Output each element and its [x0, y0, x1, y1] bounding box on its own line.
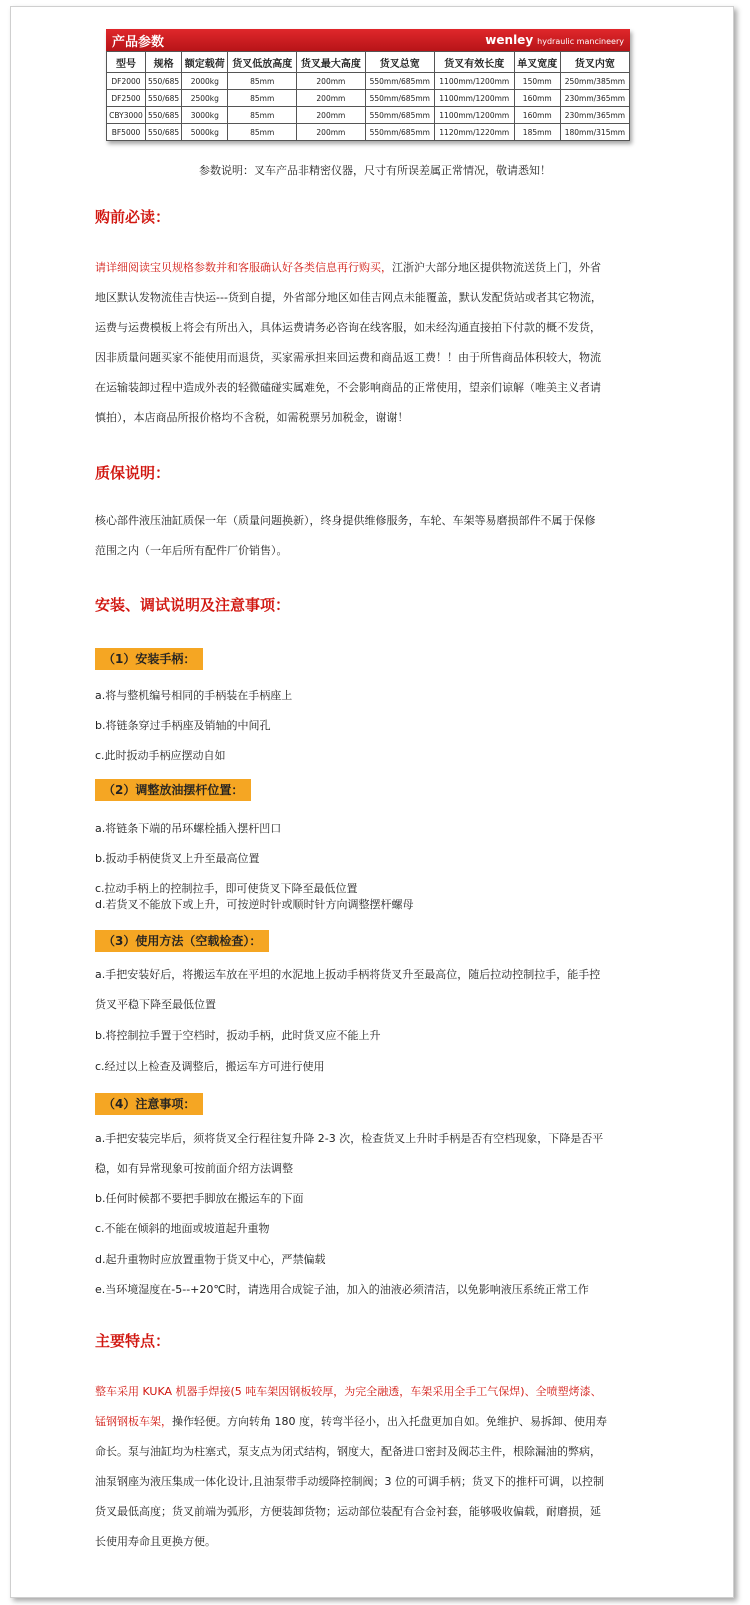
warranty-paragraph — [95, 506, 665, 566]
param-table-cell: 550/685 — [146, 73, 182, 90]
page-frame — [10, 6, 734, 1598]
step-2-label: （2）调整放油摆杆位置： — [95, 779, 251, 801]
step-2-item-d: d.若货叉不能放下或上升，可按逆时针或顺时针方向调整摆杆螺母 — [95, 898, 414, 911]
brand-logo — [485, 33, 624, 47]
param-column-header: 货叉最大高度 — [297, 52, 366, 73]
step-4-item-d: d.起升重物时应放置重物于货叉中心，严禁偏载 — [95, 1253, 326, 1266]
param-column-header: 货叉内宽 — [560, 52, 629, 73]
features-line-2-rest: 操作轻便。方向转角 180 度，转弯半径小，出入托盘更加自如。免维护、易拆卸、使用寿 — [172, 1415, 607, 1428]
param-table-cell: 85mm — [228, 107, 297, 124]
param-note: 参数说明：叉车产品非精密仪器，尺寸有所误差属正常情况，敬请悉知！ — [199, 164, 551, 177]
param-table-cell: 1100mm/1200mm — [434, 73, 514, 90]
features-line-4: 油泵钢座为液压集成一体化设计,且油泵带手动缓降控制阀；3 位的可调手柄；货叉下的推杆可调，以控制 — [95, 1475, 604, 1488]
step-1-item-b: b.将链条穿过手柄座及销轴的中间孔 — [95, 719, 271, 732]
step-2-item-b: b.扳动手柄使货叉上升至最高位置 — [95, 852, 260, 865]
step-3-label: （3）使用方法（空载检查）： — [95, 930, 269, 952]
param-table-cell: BF5000 — [107, 124, 146, 141]
param-table-header-row — [107, 52, 630, 73]
param-title: 产品参数 — [112, 34, 165, 50]
purchase-line-2: 地区默认发物流佳吉快运---货到自提，外省部分地区如佳吉网点未能覆盖，默认发配货站或者其它物流， — [95, 291, 602, 304]
param-table-cell: 230mm/365mm — [560, 90, 629, 107]
purchase-line-5: 在运输装卸过程中造成外表的轻微磕碰实属难免，不会影响商品的正常使用，望亲们谅解（唯美主义者请 — [95, 381, 601, 394]
param-column-header: 型号 — [107, 52, 146, 73]
param-table-block — [106, 29, 630, 141]
param-table-cell: 150mm — [514, 73, 560, 90]
purchase-line-3: 运费与运费模板上将会有所出入，具体运费请务必咨询在线客服，如未经沟通直接拍下付款的概不发货， — [95, 321, 601, 334]
param-table-cell: 550mm/685mm — [365, 124, 434, 141]
param-header-bar — [106, 29, 630, 51]
step-2-item-c: c.拉动手柄上的控制拉手，即可使货叉下降至最低位置 — [95, 882, 358, 895]
param-table-cell: 200mm — [297, 90, 366, 107]
param-column-header: 货叉有效长度 — [434, 52, 514, 73]
param-table-cell: 160mm — [514, 107, 560, 124]
param-table-cell: 250mm/385mm — [560, 73, 629, 90]
step-1-item-a: a.将与整机编号相同的手柄装在手柄座上 — [95, 689, 293, 702]
param-table-cell: 85mm — [228, 124, 297, 141]
step-2-item-a: a.将链条下端的吊环螺栓插入摆杆凹口 — [95, 822, 282, 835]
param-table-cell: 550/685 — [146, 124, 182, 141]
param-table-row — [107, 73, 630, 90]
features-line-3: 命长。泵与油缸均为柱塞式，泵支点为闭式结构，钢度大，配备进口密封及阀芯主件，根除漏油的弊病， — [95, 1445, 601, 1458]
param-table-cell: 5000kg — [182, 124, 228, 141]
purchase-line-1: 江浙沪大部分地区提供物流送货上门，外省 — [392, 261, 601, 274]
param-table-cell: DF2000 — [107, 73, 146, 90]
param-table-row — [107, 124, 630, 141]
install-heading: 安装、调试说明及注意事项： — [95, 596, 291, 614]
purchase-lead-red: 请详细阅读宝贝规格参数并和客服确认好各类信息再行购买， — [95, 261, 392, 274]
step-4-label: （4）注意事项： — [95, 1093, 203, 1115]
purchase-line — [95, 253, 665, 283]
warranty-heading: 质保说明： — [95, 464, 171, 482]
brand-subtitle: hydraulic mancineery — [537, 37, 624, 46]
features-line-2 — [95, 1407, 665, 1437]
features-paragraph — [95, 1377, 665, 1557]
brand-name: wenley — [485, 33, 534, 47]
param-table-cell: 3000kg — [182, 107, 228, 124]
param-column-header: 货叉总宽 — [365, 52, 434, 73]
step-3-item-a2: 货叉平稳下降至最低位置 — [95, 998, 216, 1011]
param-column-header: 规格 — [146, 52, 182, 73]
param-table-cell: 550mm/685mm — [365, 73, 434, 90]
param-table-row — [107, 107, 630, 124]
param-table-cell: 200mm — [297, 124, 366, 141]
param-table-cell: 200mm — [297, 73, 366, 90]
param-table-cell: 180mm/315mm — [560, 124, 629, 141]
features-heading: 主要特点： — [95, 1332, 171, 1350]
features-line-5: 货叉最低高度；货叉前端为弧形，方便装卸货物；运动部位装配有合金衬套，能够吸收偏载，耐磨损，延 — [95, 1505, 601, 1518]
param-table-cell: 85mm — [228, 73, 297, 90]
param-column-header: 货叉低放高度 — [228, 52, 297, 73]
param-column-header: 单叉宽度 — [514, 52, 560, 73]
param-table-cell: 1100mm/1200mm — [434, 107, 514, 124]
param-table-cell: 550mm/685mm — [365, 90, 434, 107]
param-table-cell: 200mm — [297, 107, 366, 124]
step-1-item-c: c.此时扳动手柄应摆动自如 — [95, 749, 226, 762]
purchase-paragraph — [95, 253, 665, 433]
step-4-item-a2: 稳，如有异常现象可按前面介绍方法调整 — [95, 1162, 293, 1175]
param-table-body — [107, 73, 630, 141]
features-line-1: 整车采用 KUKA 机器手焊接(5 吨车架因钢板较厚，为完全融透，车架采用全手工气保焊)、全喷塑烤漆、 — [95, 1385, 602, 1398]
param-table-cell: 185mm — [514, 124, 560, 141]
param-table-cell: 160mm — [514, 90, 560, 107]
param-table — [106, 51, 630, 141]
param-table-cell: 2500kg — [182, 90, 228, 107]
param-table-cell: 2000kg — [182, 73, 228, 90]
param-table-cell: CBY3000 — [107, 107, 146, 124]
step-4-item-c: c.不能在倾斜的地面或坡道起升重物 — [95, 1222, 270, 1235]
step-4-item-e: e.当环境湿度在-5--+20℃时，请选用合成锭子油，加入的油液必须清洁，以免影响液压系统正常工作 — [95, 1283, 589, 1296]
features-line-6: 长使用寿命且更换方便。 — [95, 1535, 216, 1548]
step-1-label: （1）安装手柄： — [95, 648, 203, 670]
warranty-line-1: 核心部件液压油缸质保一年（质量问题换新），终身提供维修服务，车轮、车架等易磨损部件不属于保修 — [95, 514, 596, 527]
warranty-line-2: 范围之内（一年后所有配件厂价销售）。 — [95, 544, 288, 557]
param-table-cell: 550/685 — [146, 90, 182, 107]
purchase-line-6: 慎拍），本店商品所报价格均不含税，如需税票另加税金，谢谢！ — [95, 411, 409, 424]
param-table-cell: 550/685 — [146, 107, 182, 124]
param-table-cell: 1100mm/1200mm — [434, 90, 514, 107]
purchase-line-4: 因非质量问题买家不能使用而退货，买家需承担来回运费和商品返工费！！由于所售商品体积较大，物流 — [95, 351, 601, 364]
param-column-header: 额定载荷 — [182, 52, 228, 73]
step-3-item-c: c.经过以上检查及调整后，搬运车方可进行使用 — [95, 1060, 325, 1073]
param-table-cell: 1120mm/1220mm — [434, 124, 514, 141]
purchase-heading: 购前必读： — [95, 208, 171, 226]
step-4-item-b: b.任何时候都不要把手脚放在搬运车的下面 — [95, 1192, 304, 1205]
param-table-cell: 230mm/365mm — [560, 107, 629, 124]
step-4-item-a1: a.手把安装完毕后，须将货叉全行程往复升降 2-3 次，检查货叉上升时手柄是否有空档现象，下降是否平 — [95, 1132, 604, 1145]
step-3-item-a1: a.手把安装好后，将搬运车放在平坦的水泥地上扳动手柄将货叉升至最高位，随后拉动控制拉手，能手控 — [95, 968, 601, 981]
param-table-row — [107, 90, 630, 107]
param-table-cell: 85mm — [228, 90, 297, 107]
step-3-item-b: b.将控制拉手置于空档时，扳动手柄，此时货叉应不能上升 — [95, 1029, 381, 1042]
features-line-2-red: 锰钢钢板车架， — [95, 1415, 172, 1428]
param-table-cell: DF2500 — [107, 90, 146, 107]
param-table-cell: 550mm/685mm — [365, 107, 434, 124]
